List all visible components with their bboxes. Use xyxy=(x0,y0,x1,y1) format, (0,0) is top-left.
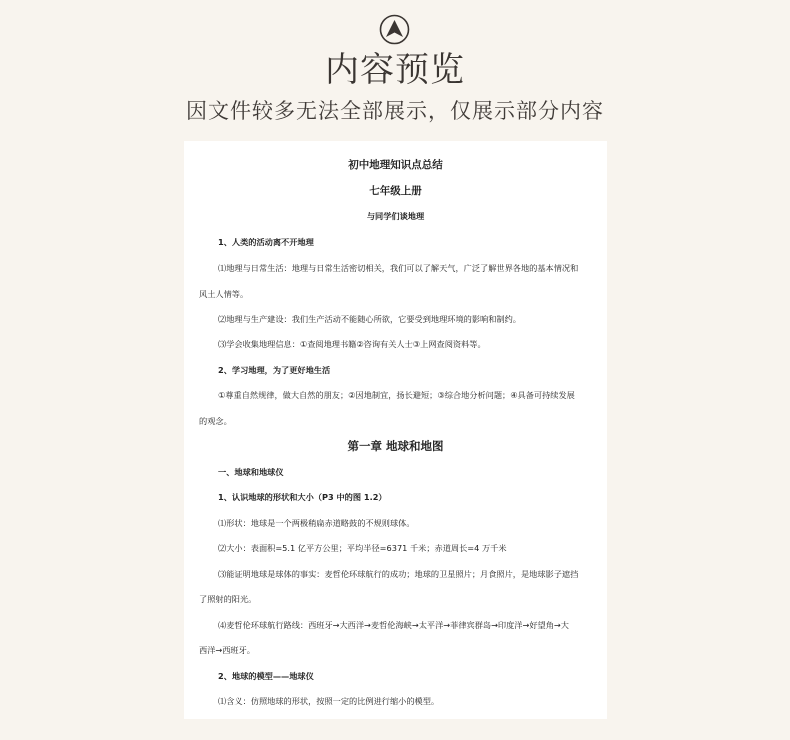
section-heading: 2、学习地理，为了更好地生活 xyxy=(218,365,331,375)
chapter-heading: 第一章 地球和地图 xyxy=(347,439,444,453)
document-preview xyxy=(184,141,607,719)
paragraph-line: 的观念。 xyxy=(199,416,232,426)
paragraph-line: ⑴形状：地球是一个两极稍扁赤道略鼓的不规则球体。 xyxy=(218,518,415,528)
paragraph-line: ⑵大小：表面积=5.1 亿平方公里；平均半径=6371 千米；赤道周长=4 万千米 xyxy=(218,543,507,553)
paragraph-line: ⑶学会收集地理信息：①查阅地理书籍②咨询有关人士③上网查阅资料等。 xyxy=(218,339,486,349)
section-heading: 一、地球和地球仪 xyxy=(218,467,284,477)
section-heading: 1、认识地球的形状和大小（P3 中的图 1.2） xyxy=(218,492,387,502)
section-heading: 1、人类的活动离不开地理 xyxy=(218,237,314,247)
paragraph-line: ⑴地理与日常生活：地理与日常生活密切相关，我们可以了解天气，广泛了解世界各地的基本情况和 xyxy=(218,263,579,273)
paragraph-line: 风土人情等。 xyxy=(199,289,249,299)
doc-lesson: 与同学们谈地理 xyxy=(366,211,425,221)
paragraph-line: ⑴含义：仿照地球的形状，按照一定的比例进行缩小的模型。 xyxy=(218,696,440,706)
paragraph-line: ①尊重自然规律，做大自然的朋友；②因地制宜，扬长避短；③综合地分析问题；④具备可持续发展 xyxy=(218,390,575,400)
paragraph-line: 了照射的阳光。 xyxy=(199,594,257,604)
paragraph-line: ⑷麦哲伦环球航行路线：西班牙→大西洋→麦哲伦海峡→太平洋→菲律宾群岛→印度洋→好望角→大 xyxy=(218,620,569,630)
page-title: 内容预览 xyxy=(325,50,465,90)
page-subtitle: 因文件较多无法全部展示，仅展示部分内容 xyxy=(186,99,604,123)
paragraph-line: ⑵地理与生产建设：我们生产活动不能随心所欲，它要受到地理环境的影响和制约。 xyxy=(218,314,521,324)
paragraph-line: 西洋→西班牙。 xyxy=(199,645,255,655)
arrow-up-circle-icon xyxy=(379,14,410,45)
doc-title: 初中地理知识点总结 xyxy=(348,159,443,171)
section-heading: 2、地球的模型——地球仪 xyxy=(218,671,314,681)
paragraph-line: ⑶能证明地球是球体的事实：麦哲伦环球航行的成功；地球的卫星照片；月食照片，是地球影子遮挡 xyxy=(218,569,579,579)
doc-grade: 七年级上册 xyxy=(369,185,422,197)
